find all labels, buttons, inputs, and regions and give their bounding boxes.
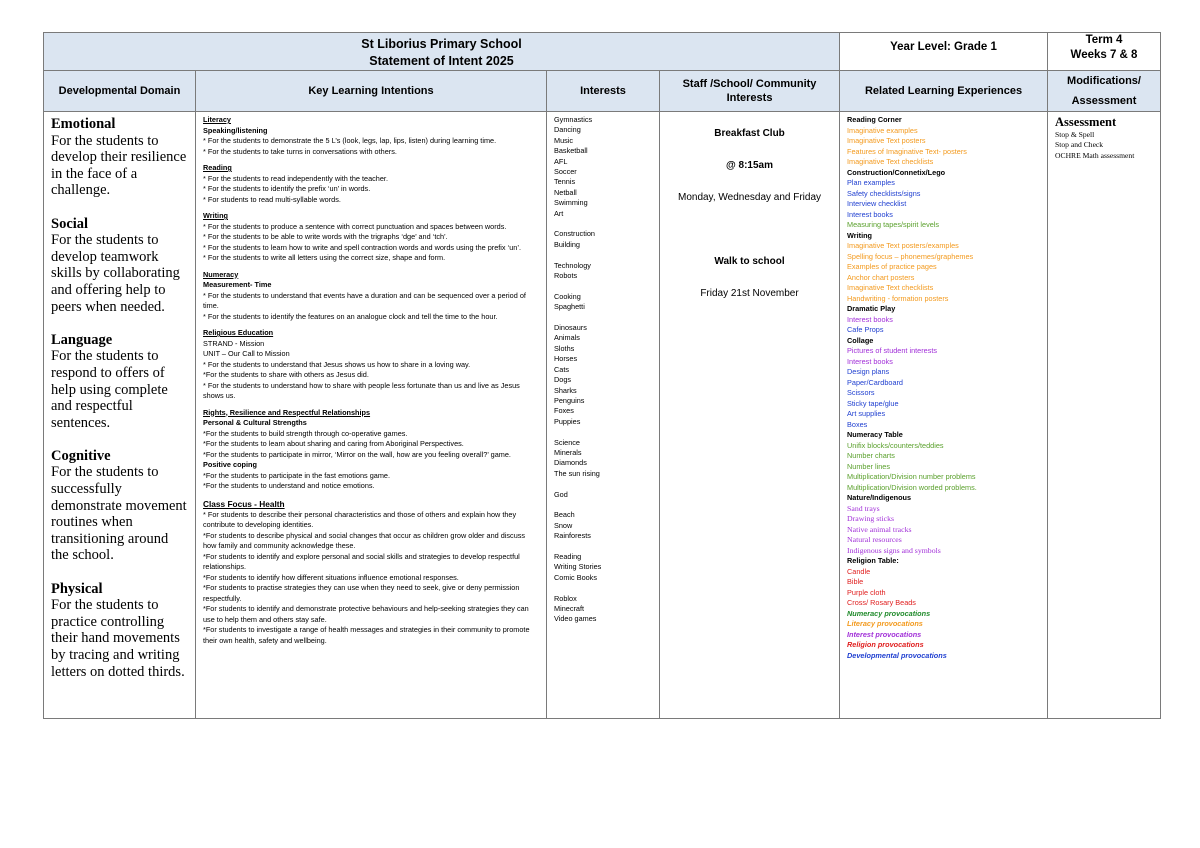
interest-item: Sharks [554, 385, 577, 395]
intention-item: * For the students to produce a sentence with correct punctuation and spaces between words. [203, 221, 507, 231]
interest-item: Roblox [554, 593, 577, 603]
interest-item: Basketball [554, 146, 588, 156]
related-item: Boxes [847, 419, 868, 429]
related-item: Safety checklists/signs [847, 188, 921, 198]
writing-heading: Writing [203, 211, 228, 220]
related-item: Native animal tracks [847, 524, 912, 534]
domains-cell [44, 112, 196, 719]
related-item: Plan examples [847, 178, 895, 187]
related-item: Number charts [847, 451, 895, 460]
weeks-label: Weeks 7 & 8 [1070, 49, 1138, 61]
col-mods-line1: Modifications/ [1067, 75, 1141, 87]
walk-date: Friday 21st November [700, 288, 799, 299]
assessment-item: OCHRE Math assessment [1055, 150, 1135, 160]
intentions-cell [196, 112, 547, 719]
domain-cognitive: Cognitive For the students to successfully demonstrate movement routines when transitioning around the school. [51, 447, 187, 564]
breakfast-time: @ 8:15am [726, 160, 773, 171]
strand-line: STRAND - Mission [203, 338, 265, 348]
related-item: Interest books [847, 356, 893, 366]
staff-cell [660, 112, 840, 719]
interest-item: God [554, 489, 568, 499]
intention-item: *For students to identify and demonstrate protective behaviours and help-seeking strategies they can use to help them and others stay safe. [203, 604, 529, 624]
interest-item: The sun rising [554, 468, 600, 478]
assessment-item: Stop and Check [1055, 140, 1104, 150]
related-item: Imaginative Text checklists [847, 157, 934, 166]
domain-language: Language For the students to respond to offers of help using complete and respectful sentences. [51, 331, 168, 431]
personal-list [203, 429, 540, 461]
interest-item: Gymnastics [554, 115, 593, 124]
interest-item: Cats [554, 364, 570, 374]
provocation-item: Literacy provocations [847, 619, 923, 628]
related-item: Anchor chart posters [847, 272, 915, 282]
intention-item: *For the students to share with others as Jesus did. [203, 370, 369, 379]
rights-heading: Rights, Resilience and Respectful Relationships [203, 407, 371, 417]
domain-social: Social For the students to develop teamwork skills by collaborating and offering help to peers when needed. [51, 215, 180, 315]
interest-item: Dogs [554, 375, 572, 385]
intention-item: * For the students to identify the prefix ‘un’ in words. [203, 184, 371, 193]
writing-list [203, 222, 540, 264]
related-item: Interest books [847, 209, 893, 219]
class-focus-heading: Class Focus - Health [203, 498, 285, 509]
intention-item: * For the students to learn how to write and spell contraction words and words using the prefix ‘un’. [203, 242, 521, 252]
intention-item: * For the students to identify the features on an analogue clock and tell the time to the hour. [203, 311, 498, 321]
related-item: Features of Imaginative Text- posters [847, 146, 967, 156]
reading-heading: Reading [203, 163, 232, 172]
intention-item: * For the students to read independently with the teacher. [203, 173, 388, 183]
intention-item: * For the students to be able to write words with the trigraphs ‘dge’ and ‘tch’. [203, 232, 448, 241]
related-section-heading: Nature/Indigenous [847, 493, 912, 502]
related-item: Indigenous signs and symbols [847, 545, 941, 555]
col-mods [1048, 71, 1161, 112]
related-item: Number lines [847, 461, 891, 471]
related-item: Examples of practice pages [847, 262, 937, 271]
unit-line: UNIT – Our Call to Mission [203, 349, 290, 358]
health-list [203, 510, 540, 647]
assessment-cell [1048, 112, 1161, 719]
statement-title: Statement of Intent 2025 [369, 54, 514, 68]
intention-item: *For students to investigate a range of health messages and strategies in their community to promote their own health, safety and wellbeing. [203, 625, 530, 645]
interest-item: Building [554, 239, 580, 249]
col-staff-line1: Staff /School/ Community [682, 78, 817, 90]
interest-item: Animals [554, 333, 580, 343]
intention-item: * For students to read multi-syllable words. [203, 194, 341, 204]
term-label: Term 4 [1085, 34, 1123, 46]
interest-item: Writing Stories [554, 562, 602, 572]
interest-item: AFL [554, 156, 568, 166]
interest-item: Reading [554, 551, 582, 561]
speaking-list [203, 136, 540, 157]
related-item: Natural resources [847, 535, 902, 544]
interest-item: Swimming [554, 198, 588, 208]
intention-item: *For the students to participate in mirror, ‘Mirror on the wall, how are you feeling overall?’ game. [203, 449, 511, 459]
intention-item: *For the students to understand and notice emotions. [203, 481, 375, 490]
interest-item: Spaghetti [554, 302, 585, 312]
provocation-item: Religion provocations [847, 640, 924, 649]
domain-emotional: Emotional For the students to develop their resilience in the face of a challenge. [51, 116, 187, 199]
col-staff [660, 71, 840, 112]
provocation-item: Numeracy provocations [847, 608, 931, 618]
related-cell [840, 112, 1048, 719]
interest-item: Beach [554, 510, 575, 520]
coping-list [203, 471, 540, 492]
provocation-item: Developmental provocations [847, 650, 947, 660]
school-name: St Liborius Primary School [361, 37, 522, 51]
interest-item: Sloths [554, 343, 575, 353]
interest-item: Puppies [554, 416, 581, 426]
related-section-heading: Construction/Connetix/Lego [847, 167, 946, 177]
intention-item: * For the students to understand that events have a duration and can be sequenced over a period of time. [203, 290, 526, 310]
year-level: Year Level: Grade 1 [840, 33, 1048, 71]
domain-physical: Physical For the students to practice controlling their hand movements by tracing and writing letters on dotted thirds. [51, 580, 185, 680]
assessment-item: Stop & Spell [1055, 130, 1095, 139]
intention-item: *For the students to participate in the fast emotions game. [203, 470, 390, 480]
interest-item: Tennis [554, 177, 576, 187]
related-item: Sticky tape/glue [847, 398, 899, 408]
intention-item: * For the students to understand how to share with people less fortunate than us and live as Jesus shows us. [203, 380, 520, 400]
related-item: Pictures of student interests [847, 346, 938, 355]
coping-heading: Positive coping [203, 460, 257, 469]
interest-item: Soccer [554, 167, 577, 177]
related-item: Design plans [847, 367, 890, 376]
related-section-heading: Numeracy Table [847, 430, 903, 439]
related-section-heading: Dramatic Play [847, 304, 896, 313]
intention-item: * For the students to demonstrate the 5 L’s (look, legs, lap, lips, listen) during learning time. [203, 136, 497, 145]
religious-list [203, 360, 540, 402]
interest-item: Foxes [554, 406, 574, 416]
interest-item: Technology [554, 260, 591, 270]
religious-heading: Religious Education [203, 328, 274, 337]
interest-item: Rainforests [554, 531, 591, 541]
related-item: Purple cloth [847, 587, 886, 597]
related-item: Imaginative examples [847, 125, 918, 135]
interest-item: Minerals [554, 447, 582, 457]
breakfast-club: Breakfast Club [714, 128, 785, 139]
related-item: Imaginative Text posters [847, 136, 926, 145]
related-item: Paper/Cardboard [847, 377, 903, 387]
intention-item: *For students to identify how different situations influence emotional responses. [203, 572, 459, 582]
personal-heading: Personal & Cultural Strengths [203, 418, 307, 427]
related-item: Spelling focus – phonemes/graphemes [847, 251, 974, 261]
intention-item: *For students to identify and explore personal and social skills and strategies to develop respectful relationships. [203, 551, 520, 571]
related-section-heading: Religion Table: [847, 556, 899, 565]
related-item: Multiplication/Division number problems [847, 472, 976, 481]
col-interests: Interests [547, 71, 660, 112]
related-section-heading: Writing [847, 230, 873, 240]
related-item: Sand trays [847, 503, 880, 513]
walk-to-school: Walk to school [714, 256, 785, 267]
measurement-heading: Measurement- Time [203, 280, 272, 289]
related-item: Candle [847, 566, 871, 576]
related-item: Imaginative Text checklists [847, 283, 934, 292]
interest-item: Snow [554, 520, 573, 530]
intention-item: * For students to describe their personal characteristics and those of others and explain how they contribute to developing identities. [203, 509, 517, 529]
numeracy-list [203, 291, 540, 323]
interest-item: Penguins [554, 395, 585, 405]
col-mods-line2: Assessment [1071, 95, 1137, 107]
intention-item: * For the students to write all letters using the correct size, shape and form. [203, 253, 446, 262]
related-item: Unifix blocks/counters/teddies [847, 440, 944, 450]
interest-item: Construction [554, 229, 595, 239]
speaking-heading: Speaking/listening [203, 125, 268, 135]
intention-item: *For the students to learn about sharing and caring from Aboriginal Perspectives. [203, 439, 464, 448]
col-intentions: Key Learning Intentions [196, 71, 547, 112]
title-cell [44, 33, 840, 71]
interest-item: Comic Books [554, 572, 597, 582]
col-related: Related Learning Experiences [840, 71, 1048, 112]
reading-list [203, 174, 540, 206]
interest-item: Video games [554, 614, 597, 624]
intention-item: * For the students to understand that Jesus shows us how to share in a loving way. [203, 359, 471, 369]
numeracy-heading: Numeracy [203, 269, 239, 279]
intention-item: *For the students to build strength through co-operative games. [203, 428, 408, 438]
related-item: Art supplies [847, 409, 886, 418]
related-item: Handwriting - formation posters [847, 293, 949, 303]
interest-item: Art [554, 208, 564, 218]
related-item: Bible [847, 577, 864, 586]
related-item: Cafe Props [847, 325, 884, 334]
related-item: Drawing sticks [847, 514, 895, 523]
related-item: Scissors [847, 388, 875, 397]
interest-item: Diamonds [554, 458, 587, 468]
interests-cell [547, 112, 660, 719]
related-section-heading: Reading Corner [847, 115, 902, 124]
intention-item: *For students to describe physical and social changes that occur as children grow older and discuss how family and community acknowledge these. [203, 530, 526, 550]
literacy-heading: Literacy [203, 115, 231, 124]
related-item: Cross/ Rosary Beads [847, 598, 916, 607]
term-cell [1048, 33, 1161, 71]
interest-item: Dinosaurs [554, 323, 587, 333]
related-item: Measuring tapes/spirit levels [847, 220, 940, 229]
interest-item: Minecraft [554, 603, 585, 613]
breakfast-days: Monday, Wednesday and Friday [677, 192, 822, 203]
interest-item: Cooking [554, 291, 581, 301]
interest-item: Music [554, 135, 574, 145]
col-domain: Developmental Domain [44, 71, 196, 112]
intention-item: * For the students to take turns in conversations with others. [203, 146, 397, 156]
related-item: Multiplication/Division worded problems. [847, 482, 977, 492]
interest-item: Robots [554, 271, 578, 281]
col-staff-line2: Interests [726, 92, 773, 104]
interest-item: Science [554, 437, 580, 447]
interest-item: Horses [554, 354, 578, 364]
statement-of-intent-table [43, 32, 1161, 719]
related-item: Interest books [847, 314, 893, 324]
intention-item: *For students to practise strategies they can use when they need to seek, give or deny permission respectfully. [203, 583, 520, 603]
interest-item: Netball [554, 187, 577, 197]
provocation-item: Interest provocations [847, 629, 922, 639]
related-item: Imaginative Text posters/examples [847, 241, 959, 250]
interest-item: Dancing [554, 125, 581, 135]
assessment-heading: Assessment [1055, 115, 1117, 129]
related-section-heading: Collage [847, 335, 874, 345]
related-item: Interview checklist [847, 199, 907, 208]
